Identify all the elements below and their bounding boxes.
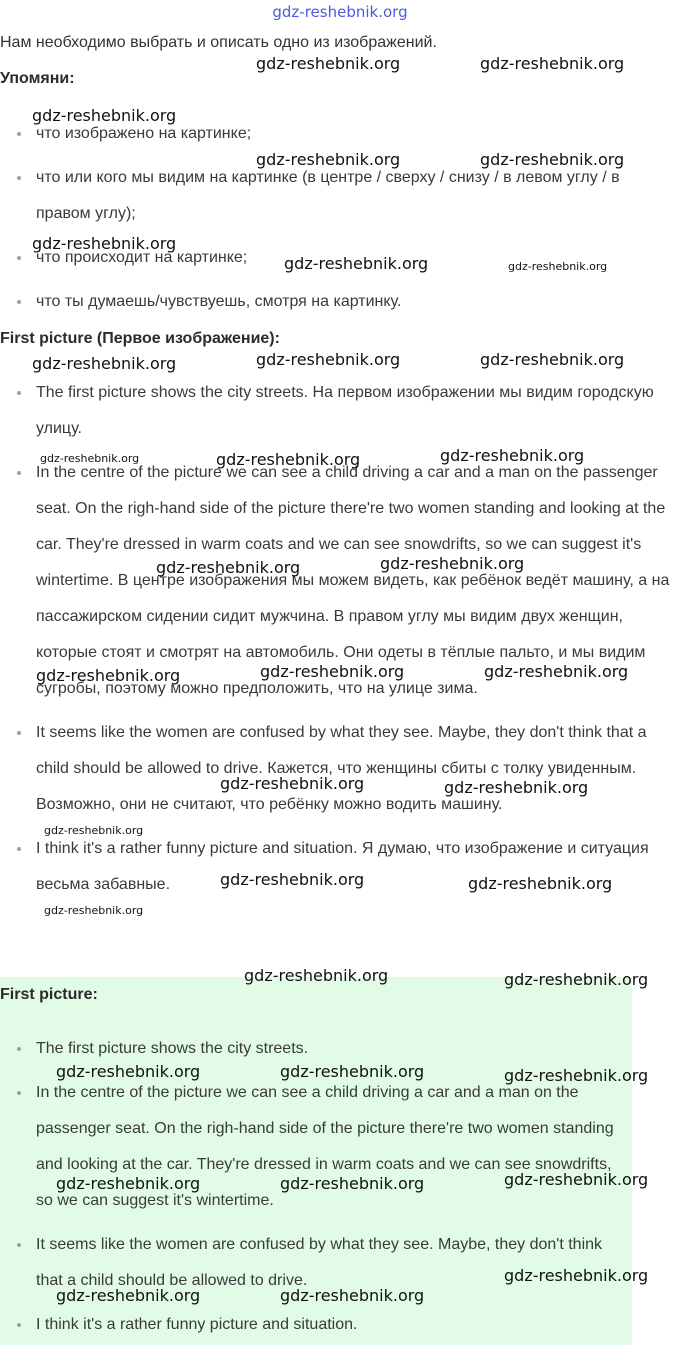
watermark: gdz-reshebnik.org (220, 774, 365, 793)
watermark: gdz-reshebnik.org (56, 1286, 201, 1305)
list-item: что изображено на картинке; (0, 116, 680, 152)
watermark: gdz-reshebnik.org (216, 450, 361, 469)
watermark: gdz-reshebnik.org (256, 54, 401, 73)
watermark: gdz-reshebnik.org (380, 554, 525, 573)
watermark: gdz-reshebnik.org (40, 452, 140, 465)
watermark: gdz-reshebnik.org (256, 350, 401, 369)
mention-heading: Упомяни: (0, 70, 75, 87)
watermark: gdz-reshebnik.org (156, 558, 301, 577)
watermark: gdz-reshebnik.org (480, 350, 625, 369)
watermark: gdz-reshebnik.org (36, 666, 181, 685)
answer-heading: First picture: (0, 986, 98, 1003)
watermark: gdz-reshebnik.org (280, 1286, 425, 1305)
list-item: In the centre of the picture we can see a child driving a car and a man on the passenger seat. On the righ-hand side of the picture there're two women standing and looking at the car. They're dressed in warm coats and we can see snowdrifts, so we can suggest it's wintertime. (0, 1075, 632, 1219)
watermark: gdz-reshebnik.org (32, 106, 177, 125)
watermark: gdz-reshebnik.org (480, 150, 625, 169)
watermark: gdz-reshebnik.org (504, 1266, 649, 1285)
site-watermark-header[interactable]: gdz-reshebnik.org (272, 3, 408, 21)
list-item: что ты думаешь/чувствуешь, смотря на картинку. (0, 284, 680, 320)
watermark: gdz-reshebnik.org (440, 446, 585, 465)
list-item: что или кого мы видим на картинке (в центре / сверху / снизу / в левом углу / в правом углу); (0, 160, 680, 232)
watermark: gdz-reshebnik.org (280, 1174, 425, 1193)
watermark: gdz-reshebnik.org (244, 966, 389, 985)
list-item: I think it's a rather funny picture and situation. (0, 1307, 632, 1343)
watermark: gdz-reshebnik.org (504, 970, 649, 989)
watermark: gdz-reshebnik.org (480, 54, 625, 73)
watermark: gdz-reshebnik.org (44, 904, 144, 917)
watermark: gdz-reshebnik.org (56, 1062, 201, 1081)
watermark: gdz-reshebnik.org (280, 1062, 425, 1081)
watermark: gdz-reshebnik.org (256, 150, 401, 169)
list-item: It seems like the women are confused by what they see. Maybe, they don't think that a child should be allowed to drive. (0, 1227, 632, 1299)
watermark: gdz-reshebnik.org (56, 1174, 201, 1193)
list-item: что происходит на картинке; (0, 240, 680, 276)
intro-text: Нам необходимо выбрать и описать одно из изображений. (0, 34, 437, 51)
watermark: gdz-reshebnik.org (444, 778, 589, 797)
watermark: gdz-reshebnik.org (504, 1066, 649, 1085)
watermark: gdz-reshebnik.org (508, 260, 608, 273)
watermark: gdz-reshebnik.org (484, 662, 629, 681)
watermark: gdz-reshebnik.org (504, 1170, 649, 1189)
list-item: The first picture shows the city streets. (0, 1031, 632, 1067)
watermark: gdz-reshebnik.org (220, 870, 365, 889)
watermark: gdz-reshebnik.org (32, 234, 177, 253)
watermark: gdz-reshebnik.org (32, 354, 177, 373)
watermark: gdz-reshebnik.org (44, 824, 144, 837)
watermark: gdz-reshebnik.org (468, 874, 613, 893)
watermark: gdz-reshebnik.org (260, 662, 405, 681)
list-item: In the centre of the picture we can see a child driving a car and a man on the passenger seat. On the righ-hand side of the picture there're two women standing and looking at the car. They're dressed in warm coats and we can see snowdrifts, so we can suggest it's wintertime. В центре изображения мы можем видеть, как ребёнок ведёт машину, а на пассажирском сидении сидит мужчина. В правом углу мы видим двух женщин, которые стоят и смотрят на автомобиль. Они одеты в тёплые пальто, и мы видим сугробы, поэтому можно предположить, что на улице зима. (0, 455, 680, 707)
list-item: The first picture shows the city streets. На первом изображении мы видим городскую улицу. (0, 375, 680, 447)
mention-list (0, 116, 680, 320)
first-picture-heading: First picture (Первое изображение): (0, 330, 280, 347)
list-item: It seems like the women are confused by what they see. Maybe, they don't think that a child should be allowed to drive. Кажется, что женщины сбиты с толку увиденным. Возможно, они не считают, что ребёнку можно водить машину. (0, 715, 680, 823)
list-item: I think it's a rather funny picture and situation. Я думаю, что изображение и ситуация весьма забавные. (0, 831, 680, 903)
watermark: gdz-reshebnik.org (284, 254, 429, 273)
